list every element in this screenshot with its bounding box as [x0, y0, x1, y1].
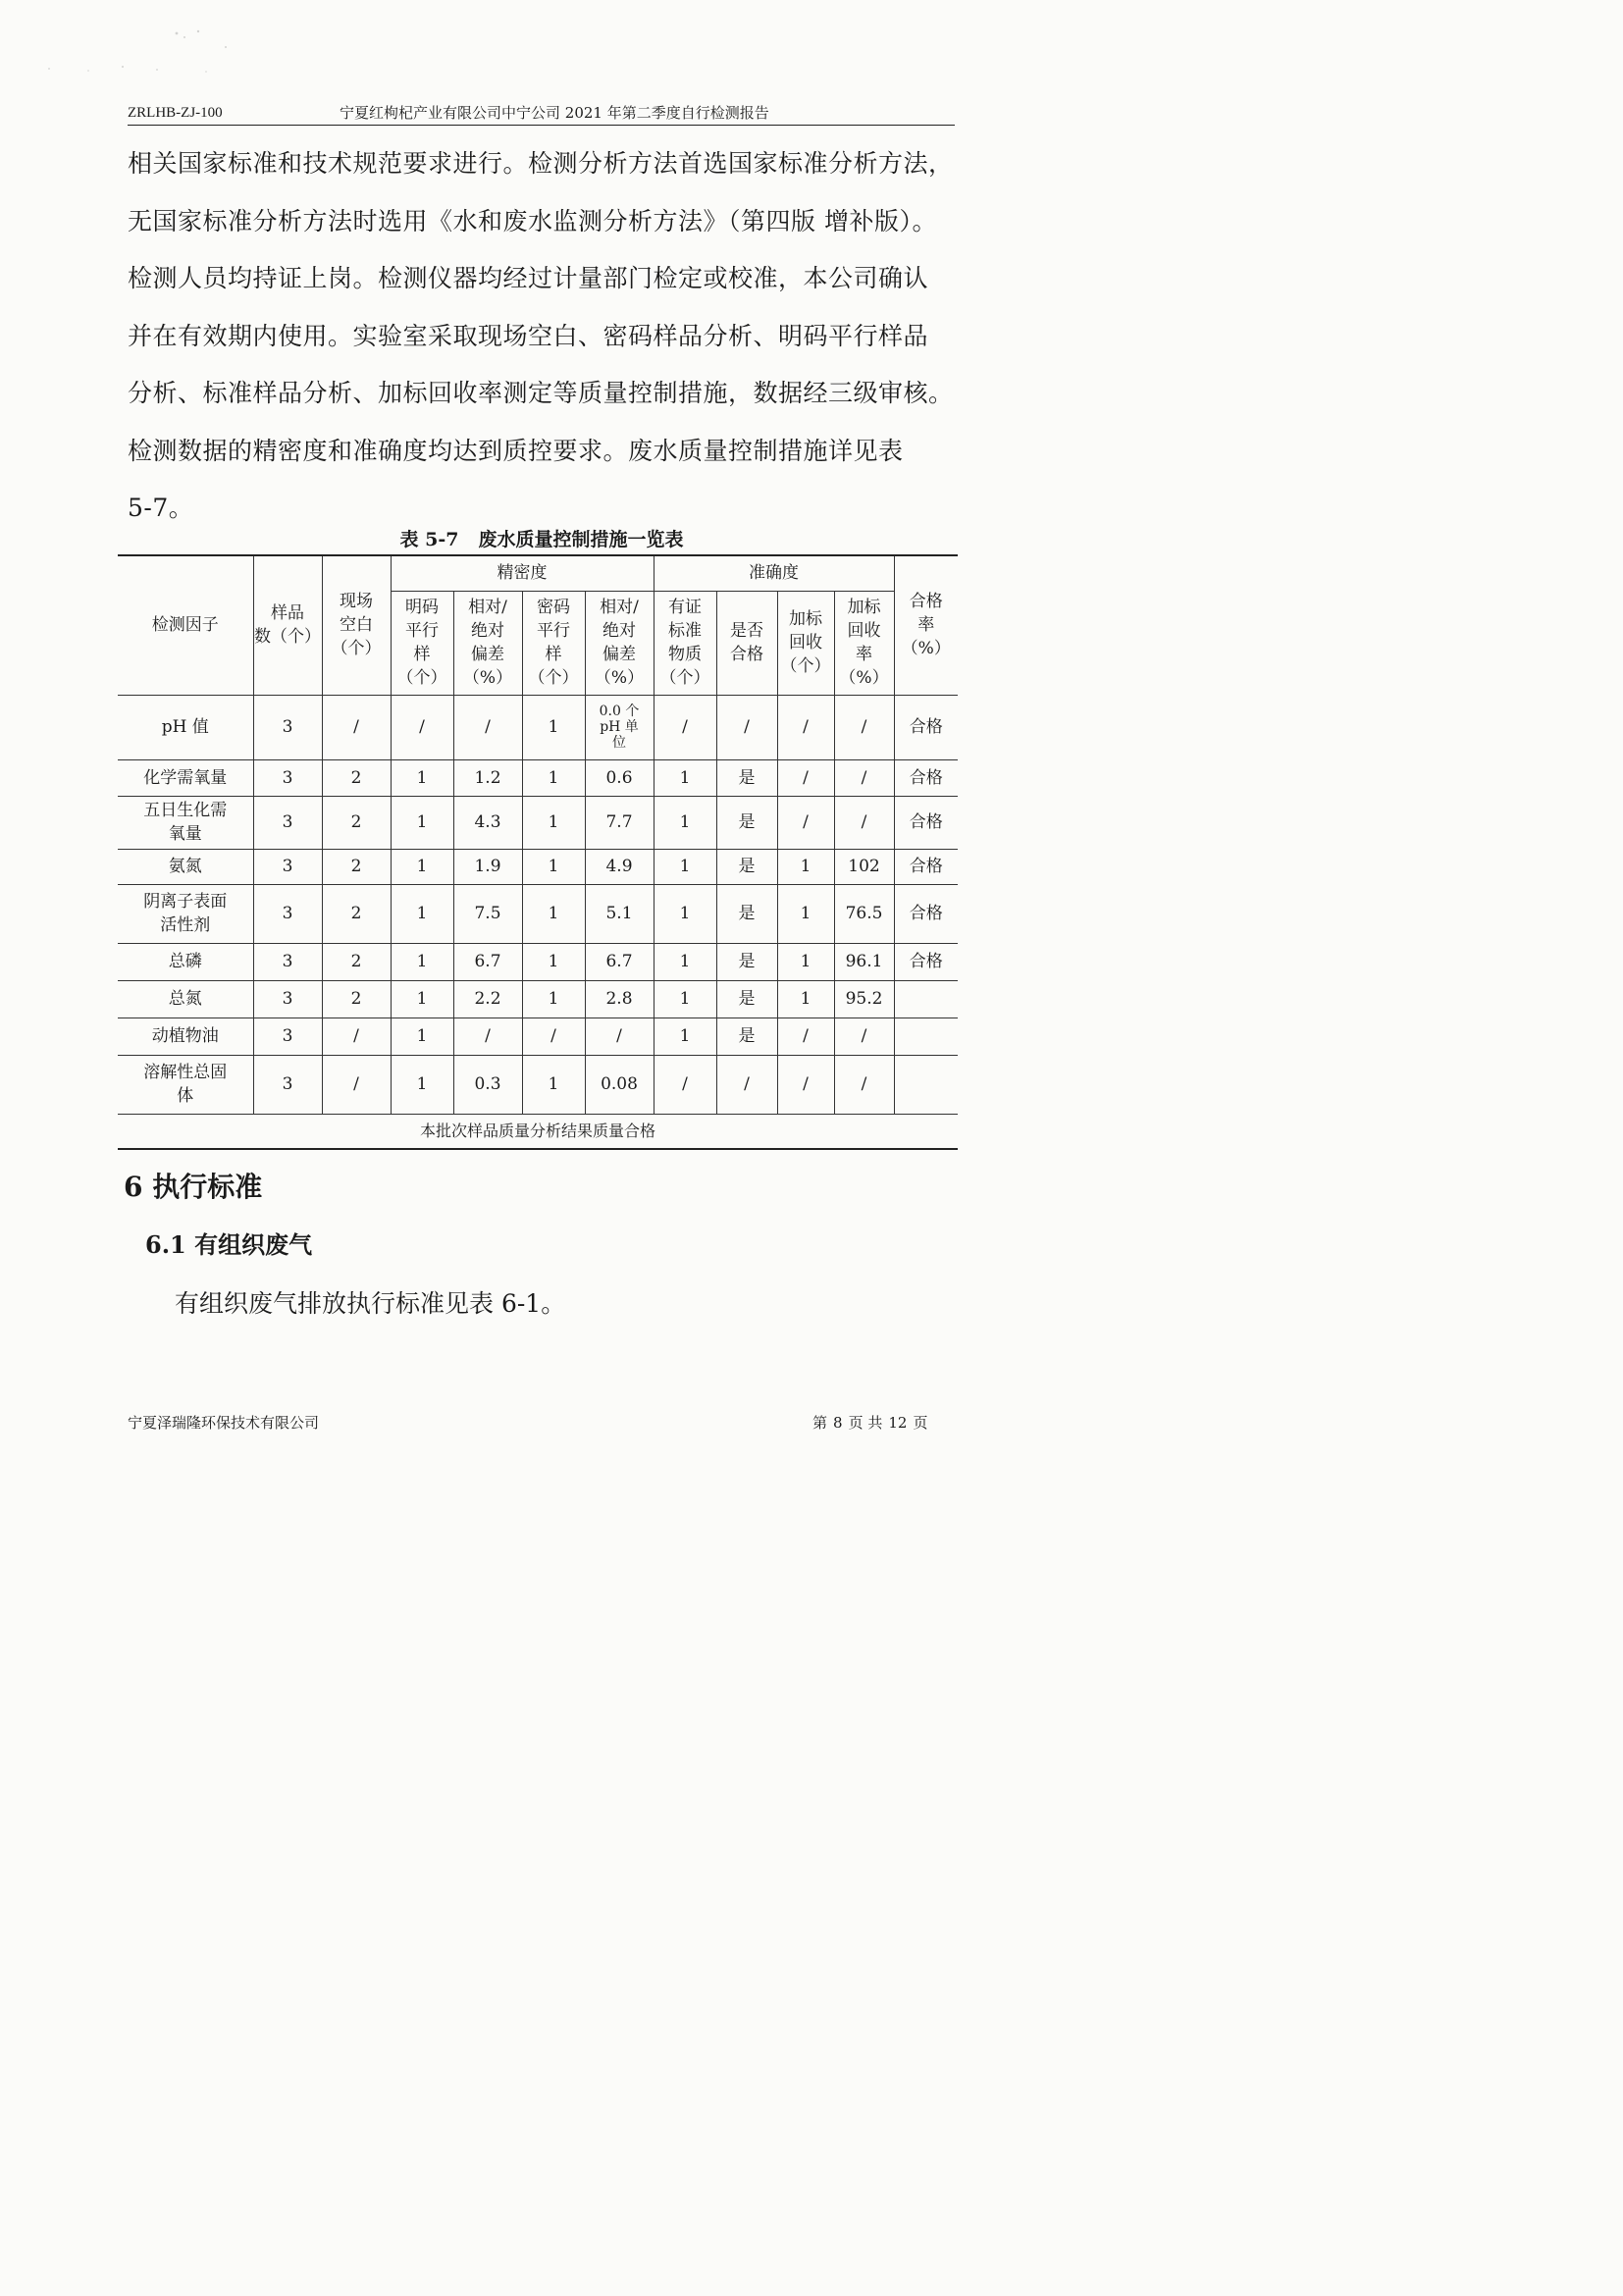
header-spike-recovery: 加标 回收 率 （%）	[834, 591, 894, 695]
table-cell: /	[834, 759, 894, 796]
table-cell: 1	[654, 1018, 716, 1055]
table-cell: 1.2	[453, 759, 522, 796]
header-precision: 精密度	[391, 555, 654, 591]
header-blind-parallel: 密码 平行 样 （个）	[522, 591, 585, 695]
header-qualified: 是否 合格	[716, 591, 777, 695]
report-title: 宁夏红枸杞产业有限公司中宁公司 2021 年第二季度自行检测报告	[340, 104, 769, 122]
section-heading: 6 执行标准	[124, 1171, 263, 1203]
footer-company: 宁夏泽瑞隆环保技术有限公司	[128, 1414, 320, 1432]
table-cell: /	[834, 1018, 894, 1055]
footer-page-number: 第 8 页 共 12 页	[812, 1414, 928, 1432]
table-cell: 1	[391, 759, 453, 796]
cell-factor: 溶解性总固 体	[118, 1055, 253, 1114]
table-cell: 3	[253, 796, 322, 849]
table-cell: /	[585, 1018, 654, 1055]
table-row	[118, 849, 958, 884]
table-cell: 2	[322, 980, 391, 1018]
table-cell: /	[322, 1018, 391, 1055]
table-cell: /	[322, 1055, 391, 1114]
table-cell: 2	[322, 796, 391, 849]
table-cell: 1	[522, 980, 585, 1018]
table-cell: 1	[391, 1055, 453, 1114]
table-cell: 96.1	[834, 943, 894, 980]
intro-line: 分析、标准样品分析、加标回收率测定等质量控制措施，数据经三级审核。	[128, 379, 954, 407]
table-cell: 1	[654, 849, 716, 884]
table-cell: 1	[777, 884, 834, 943]
table-cell: 2	[322, 849, 391, 884]
cell-factor: 五日生化需 氧量	[118, 796, 253, 849]
table-cell: 7.5	[453, 884, 522, 943]
table-cell: 95.2	[834, 980, 894, 1018]
table-cell: 1	[391, 796, 453, 849]
table-cell: 1	[777, 943, 834, 980]
table-cell: 3	[253, 1018, 322, 1055]
table-cell: 1	[391, 884, 453, 943]
table-cell: /	[834, 1055, 894, 1114]
table-caption	[0, 527, 1083, 552]
table-cell: 1	[391, 943, 453, 980]
table-cell: 4.3	[453, 796, 522, 849]
table-row	[118, 943, 958, 980]
table-cell: 是	[716, 1018, 777, 1055]
table-cell: 合格	[894, 695, 958, 759]
table-cell: 2	[322, 884, 391, 943]
intro-line: 检测数据的精密度和准确度均达到质控要求。废水质量控制措施详见表	[128, 436, 904, 465]
table-cell	[894, 1018, 958, 1055]
table-cell: 5.1	[585, 884, 654, 943]
quality-control-table	[118, 554, 958, 1150]
table-cell: 6.7	[585, 943, 654, 980]
table-cell: 1	[522, 884, 585, 943]
table-row	[118, 1055, 958, 1114]
header-certified-material: 有证 标准 物质 （个）	[654, 591, 716, 695]
table-cell: 3	[253, 759, 322, 796]
table-cell: /	[777, 1018, 834, 1055]
table-cell: 1	[391, 980, 453, 1018]
table-cell: 3	[253, 1055, 322, 1114]
table-cell: 2.2	[453, 980, 522, 1018]
table-cell: 2	[322, 943, 391, 980]
header-deviation-2: 相对/ 绝对 偏差 （%）	[585, 591, 654, 695]
table-cell: 1	[391, 1018, 453, 1055]
table-cell: 6.7	[453, 943, 522, 980]
cell-factor: 阴离子表面 活性剂	[118, 884, 253, 943]
table-cell: 7.7	[585, 796, 654, 849]
table-cell: /	[777, 695, 834, 759]
page-header	[128, 101, 955, 126]
table-cell: 1	[654, 980, 716, 1018]
table-cell: /	[322, 695, 391, 759]
table-cell: /	[777, 1055, 834, 1114]
table-cell: 1	[522, 943, 585, 980]
table-cell: 3	[253, 884, 322, 943]
table-cell: /	[391, 695, 453, 759]
intro-line: 相关国家标准和技术规范要求进行。检测分析方法首选国家标准分析方法，	[128, 149, 954, 178]
table-caption-text: 废水质量控制措施一览表	[478, 529, 684, 550]
table-cell: 1	[654, 796, 716, 849]
table-row	[118, 759, 958, 796]
table-cell: 合格	[894, 884, 958, 943]
table-cell: 是	[716, 980, 777, 1018]
cell-factor: pH 值	[118, 695, 253, 759]
table-row	[118, 1018, 958, 1055]
header-factor: 检测因子	[118, 555, 253, 695]
table-cell: 1.9	[453, 849, 522, 884]
table-cell: /	[834, 796, 894, 849]
intro-paragraph	[128, 135, 962, 538]
doc-code: ZRLHB-ZJ-100	[128, 105, 223, 121]
table-caption-number: 表 5-7	[399, 529, 459, 550]
table-cell: 1	[522, 796, 585, 849]
table-cell: 合格	[894, 849, 958, 884]
table-cell: 3	[253, 695, 322, 759]
table-cell: 3	[253, 943, 322, 980]
table-row	[118, 695, 958, 759]
table-cell	[894, 980, 958, 1018]
table-cell: /	[453, 1018, 522, 1055]
table-row	[118, 884, 958, 943]
table-cell: 1	[522, 1055, 585, 1114]
table-cell: 是	[716, 884, 777, 943]
table-cell: 0.0 个 pH 单 位	[585, 695, 654, 759]
table-body	[118, 695, 958, 1114]
table-cell: /	[654, 1055, 716, 1114]
header-spike-count: 加标 回收 （个）	[777, 591, 834, 695]
subsection-heading: 6.1 有组织废气	[145, 1230, 313, 1259]
table-cell: /	[834, 695, 894, 759]
header-pass-rate: 合格 率 （%）	[894, 555, 958, 695]
header-deviation-1: 相对/ 绝对 偏差 （%）	[453, 591, 522, 695]
table-cell: 1	[522, 695, 585, 759]
table-cell: 102	[834, 849, 894, 884]
table-cell: 0.08	[585, 1055, 654, 1114]
intro-line: 检测人员均持证上岗。检测仪器均经过计量部门检定或校准，本公司确认	[128, 264, 929, 292]
table-cell: 1	[391, 849, 453, 884]
cell-factor: 总磷	[118, 943, 253, 980]
table-cell: /	[777, 796, 834, 849]
table-cell: 0.3	[453, 1055, 522, 1114]
table-cell: /	[716, 695, 777, 759]
table-cell: /	[522, 1018, 585, 1055]
cell-factor: 动植物油	[118, 1018, 253, 1055]
table-cell: 2.8	[585, 980, 654, 1018]
table-cell: 2	[322, 759, 391, 796]
table-cell: /	[777, 759, 834, 796]
table-cell: 合格	[894, 759, 958, 796]
table-cell: 1	[654, 884, 716, 943]
table-cell: 是	[716, 943, 777, 980]
table-cell: 3	[253, 849, 322, 884]
header-accuracy: 准确度	[654, 555, 894, 591]
header-field-blank: 现场 空白 （个）	[322, 555, 391, 695]
table-row	[118, 980, 958, 1018]
table-cell: 是	[716, 759, 777, 796]
table-cell: 3	[253, 980, 322, 1018]
table-row	[118, 796, 958, 849]
table-cell: 是	[716, 849, 777, 884]
table-cell: 76.5	[834, 884, 894, 943]
table-cell: 1	[777, 980, 834, 1018]
cell-factor: 氨氮	[118, 849, 253, 884]
table-cell: 4.9	[585, 849, 654, 884]
table-cell: /	[453, 695, 522, 759]
table-cell: /	[716, 1055, 777, 1114]
table-cell: 1	[777, 849, 834, 884]
section-body-text: 有组织废气排放执行标准见表 6-1。	[175, 1289, 566, 1318]
table-cell: 是	[716, 796, 777, 849]
table-cell: 1	[522, 849, 585, 884]
scan-noise-marks	[29, 27, 245, 77]
table-cell: 1	[654, 943, 716, 980]
intro-line: 无国家标准分析方法时选用《水和废水监测分析方法》（第四版 增补版）。	[128, 206, 937, 235]
table-cell: /	[654, 695, 716, 759]
table-cell: 合格	[894, 796, 958, 849]
header-sample-count: 样品 数（个）	[253, 555, 322, 695]
table-cell: 0.6	[585, 759, 654, 796]
table-cell: 1	[522, 759, 585, 796]
table-cell: 合格	[894, 943, 958, 980]
cell-factor: 化学需氧量	[118, 759, 253, 796]
table-cell: 1	[654, 759, 716, 796]
header-open-parallel: 明码 平行 样 （个）	[391, 591, 453, 695]
table-cell	[894, 1055, 958, 1114]
cell-factor: 总氮	[118, 980, 253, 1018]
intro-line: 并在有效期内使用。实验室采取现场空白、密码样品分析、明码平行样品	[128, 321, 929, 350]
table-note: 本批次样品质量分析结果质量合格	[118, 1114, 958, 1149]
intro-line: 5-7。	[128, 494, 194, 522]
